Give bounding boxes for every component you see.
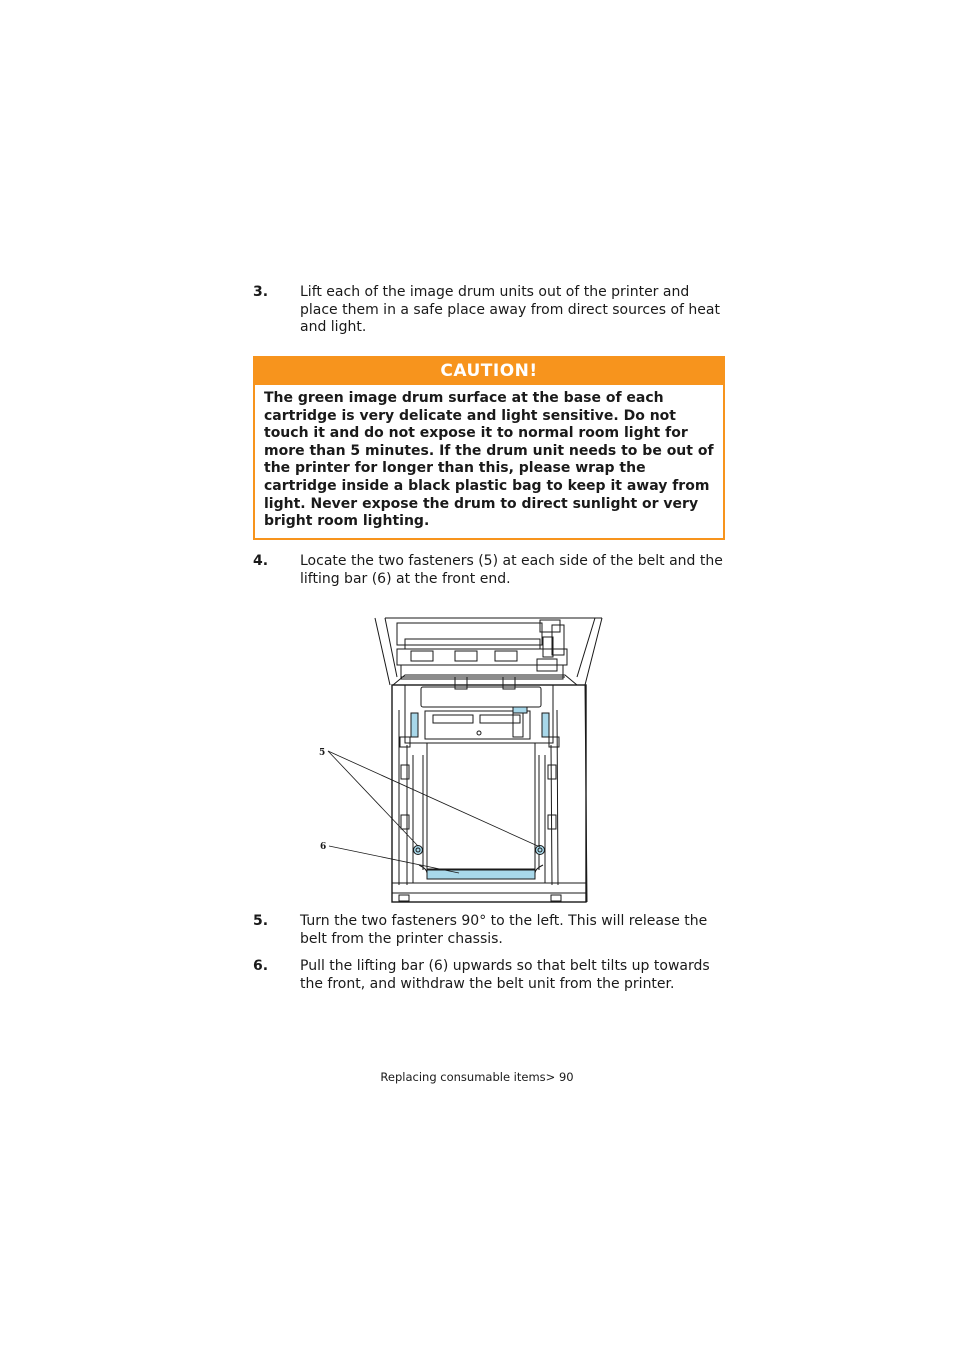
caution-title: CAUTION! — [255, 358, 723, 385]
step-text: Turn the two fasteners 90° to the left. This will release the belt from the printer chassis. — [300, 913, 708, 947]
step-text: Lift each of the image drum units out of the printer and place them in a safe place away from direct sources of heat and light. — [300, 284, 720, 335]
page-footer: Replacing consumable items> 90 — [380, 1070, 574, 1084]
belt-unit — [419, 743, 543, 873]
callout-label-5: 5 — [319, 748, 326, 758]
step-text: Pull the lifting bar (6) upwards so that belt tilts up towards the front, and withdraw the belt unit from the printer. — [300, 958, 710, 992]
caution-text: The green image drum surface at the base of each cartridge is very delicate and light sensitive. Do not touch it and do not expose it to normal room light for more than 5 minutes. If the drum unit needs to be out of the printer for longer than this, please wrap the cartridge inside a black plastic bag to keep it away from light. Never expose the drum to direct sunlight or very bright room lighting. — [264, 390, 714, 530]
step-number: 4. — [253, 553, 269, 569]
step-number: 3. — [253, 284, 269, 300]
lifting-bar-6 — [427, 870, 535, 879]
step-text: Locate the two fasteners (5) at each side of the belt and the lifting bar (6) at the front end. — [300, 553, 723, 587]
printer-belt-illustration — [315, 615, 610, 905]
caution-box — [253, 356, 725, 540]
callout-label-6: 6 — [320, 842, 327, 852]
step-number: 5. — [253, 913, 269, 929]
step-number: 6. — [253, 958, 269, 974]
